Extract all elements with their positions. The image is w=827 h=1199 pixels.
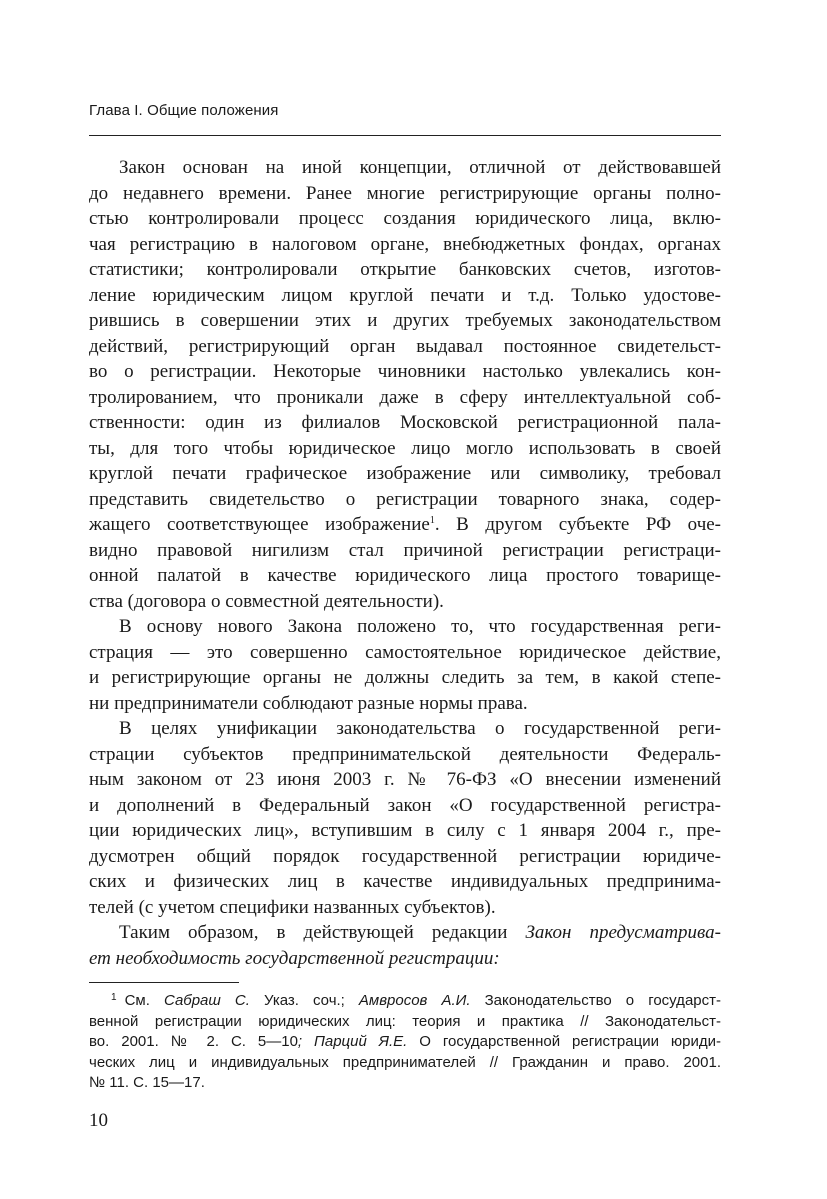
text-line: круглой печати графическое изображение или символику, требовал [89,463,721,484]
footnote-line [89,991,721,1012]
text-line [89,512,721,538]
text-line: чая регистрацию в налоговом органе, внебюджетных фондах, органах [89,233,721,255]
text-line: стью контролировали процесс создания юридического лица, вклю- [89,208,721,229]
text-line: ление юридическим лицом круглой печати и т.д. Только удостове- [89,284,721,306]
text-line: и дополнений в Федеральный закон «О государственной регистра- [89,794,721,816]
footnote-line: ческих лиц и индивидуальных предпринимателей // Гражданин и право. 2001. [89,1053,721,1071]
text-line: видно правовой нигилизм стал причиной регистрации регистраци- [89,539,721,561]
footnote-reference[interactable]: 1 [429,515,435,526]
text-line [89,920,721,946]
text-segment: См. [124,992,164,1009]
text-line: страция — это совершенно самостоятельное юридическое действие, [89,641,721,663]
text-line: представить свидетельство о регистрации товарного знака, содер- [89,488,721,510]
text-line: ственности: один из филиалов Московской регистрационной пала- [89,412,721,433]
text-line: дусмотрен общий порядок государственной регистрации юридиче- [89,845,721,867]
text-segment: Законодательство о государст- [470,992,721,1009]
author-name: Сабраш С. [163,992,250,1009]
text-segment: . В другом субъекте РФ оче- [434,514,722,535]
emphasis-text: Закон предусматрива- [525,922,721,943]
text-line: ции юридических лиц», вступившим в силу с 1 января 2004 г., пре- [89,820,721,841]
text-segment: Указ. соч.; [249,992,359,1009]
text-line: ства (договора о совместной деятельности). [89,590,444,612]
text-line: до недавнего времени. Ранее многие регистрирующие органы полно- [89,182,721,204]
footnote-line [89,1032,721,1053]
running-head: Глава I. Общие положения [89,102,279,119]
text-line: онной палатой в качестве юридического лица простого товарище- [89,565,721,586]
text-segment: Таким образом, в действующей редакции [119,922,526,943]
main-text [89,155,721,971]
text-line: действий, регистрирующий орган выдавал постоянное свидетельст- [89,335,721,357]
page-number: 10 [89,1110,108,1131]
footnote-separator [89,982,239,983]
text-line: ни предприниматели соблюдают разные нормы права. [89,692,528,714]
footnote-line: № 11. С. 15—17. [89,1074,205,1091]
text-segment: во. 2001. № 2. С. 5—10 [89,1033,298,1050]
text-line: во о регистрации. Некоторые чиновники настолько увлекались кон- [89,361,721,382]
text-line: тролированием, что проникали даже в сферу интеллектуальной соб- [89,386,721,408]
header-rule [89,135,721,136]
text-line: рившись в совершении этих и других требуемых законодательством [89,310,721,331]
text-line: ты, для того чтобы юридическое лицо могло использовать в своей [89,437,721,459]
text-line: телей (с учетом специфики названных субъектов). [89,896,496,918]
emphasis-line: ет необходимость государственной регистрации: [89,947,500,969]
text-segment: О государственной регистрации юриди- [407,1033,721,1050]
text-line: Закон основан на иной концепции, отличной от действовавшей [119,157,721,178]
text-line: страции субъектов предпринимательской деятельности Федераль- [89,743,721,765]
footnotes [89,991,721,1094]
text-line: В основу нового Закона положено то, что государственная реги- [119,616,721,637]
author-name: Амвросов А.И. [358,992,471,1009]
text-segment: жащего соответствующее изображение [89,514,430,535]
text-line: В целях унификации законодательства о государственной реги- [119,718,721,739]
text-line: и регистрирующие органы не должны следить за тем, в какой степе- [89,667,721,688]
text-line: ских и физических лиц в качестве индивидуальных предпринима- [89,871,721,892]
footnote-number: 1 [111,992,117,1003]
text-line: статистики; контролировали открытие банковских счетов, изготов- [89,259,721,280]
author-name: ; Парций Я.Е. [297,1033,408,1050]
footnote-line: венной регистрации юридических лиц: теория и практика // Законодательст- [89,1012,721,1030]
text-line: ным законом от 23 июня 2003 г. № 76-ФЗ «О внесении изменений [89,769,721,790]
